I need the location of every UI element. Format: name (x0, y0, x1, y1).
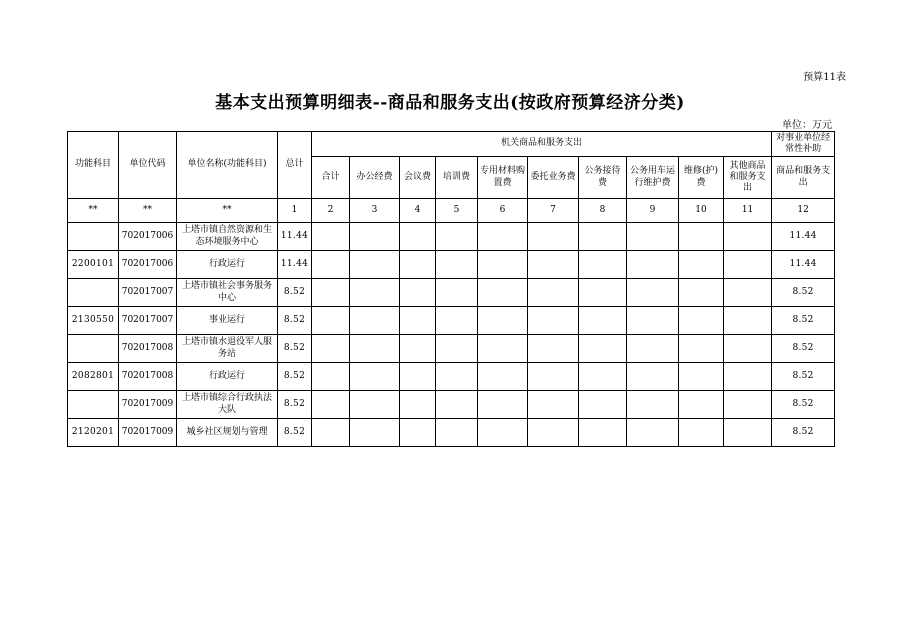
index-cell: 2 (312, 199, 350, 223)
header-org-group: 机关商品和服务支出 (312, 132, 772, 157)
empty-cell (436, 335, 478, 363)
empty-cell (400, 279, 436, 307)
table-row (68, 391, 835, 419)
unit-name-cell: 上塔市镇自然资源和生态环境服务中心 (177, 223, 278, 251)
unit-code-cell: 702017007 (119, 279, 177, 307)
header-entrusted: 委托业务费 (528, 157, 579, 199)
index-cell: 7 (528, 199, 579, 223)
empty-cell (350, 419, 400, 447)
empty-cell (312, 335, 350, 363)
index-cell: 9 (627, 199, 679, 223)
empty-cell (724, 251, 772, 279)
header-training: 培训费 (436, 157, 478, 199)
empty-cell (312, 251, 350, 279)
index-row (68, 199, 835, 223)
index-cell: ** (68, 199, 119, 223)
empty-cell (478, 307, 528, 335)
header-office: 办公经费 (350, 157, 400, 199)
table-row (68, 335, 835, 363)
empty-cell (436, 391, 478, 419)
unit-code-cell: 702017008 (119, 363, 177, 391)
total-cell: 11.44 (278, 223, 312, 251)
index-cell: 4 (400, 199, 436, 223)
header-reception: 公务接待费 (579, 157, 627, 199)
empty-cell (679, 391, 724, 419)
unit-name-cell: 上塔市镇社会事务服务中心 (177, 279, 278, 307)
index-cell: ** (177, 199, 278, 223)
func-code-cell: 2200101 (68, 251, 119, 279)
empty-cell (478, 391, 528, 419)
empty-cell (579, 419, 627, 447)
empty-cell (350, 279, 400, 307)
empty-cell (627, 419, 679, 447)
header-repair: 维修(护)费 (679, 157, 724, 199)
func-code-cell (68, 279, 119, 307)
empty-cell (478, 279, 528, 307)
empty-cell (350, 223, 400, 251)
empty-cell (350, 251, 400, 279)
unit-name-cell: 上塔市镇水退役军人服务站 (177, 335, 278, 363)
empty-cell (312, 279, 350, 307)
subsidy-cell: 8.52 (772, 307, 835, 335)
unit-code-cell: 702017006 (119, 251, 177, 279)
unit-name-cell: 行政运行 (177, 363, 278, 391)
func-code-cell: 2130550 (68, 307, 119, 335)
empty-cell (528, 279, 579, 307)
empty-cell (350, 307, 400, 335)
index-cell: 12 (772, 199, 835, 223)
form-number: 预算11表 (803, 72, 846, 83)
empty-cell (350, 335, 400, 363)
table-row (68, 307, 835, 335)
empty-cell (724, 363, 772, 391)
empty-cell (679, 279, 724, 307)
empty-cell (478, 223, 528, 251)
empty-cell (627, 251, 679, 279)
unit-code-cell: 702017009 (119, 419, 177, 447)
unit-code-cell: 702017008 (119, 335, 177, 363)
page-title: 基本支出预算明细表--商品和服务支出(按政府预算经济分类) (215, 93, 685, 113)
empty-cell (679, 335, 724, 363)
total-cell: 8.52 (278, 335, 312, 363)
empty-cell (350, 363, 400, 391)
empty-cell (436, 223, 478, 251)
table-row (68, 251, 835, 279)
unit-name-cell: 行政运行 (177, 251, 278, 279)
subsidy-cell: 11.44 (772, 223, 835, 251)
empty-cell (528, 363, 579, 391)
empty-cell (627, 391, 679, 419)
empty-cell (724, 391, 772, 419)
index-cell: 5 (436, 199, 478, 223)
header-subsidy: 商品和服务支出 (772, 157, 835, 199)
empty-cell (627, 363, 679, 391)
header-unit-name: 单位名称(功能科目) (177, 132, 278, 199)
empty-cell (400, 307, 436, 335)
header-unit-code: 单位代码 (119, 132, 177, 199)
empty-cell (679, 419, 724, 447)
empty-cell (350, 391, 400, 419)
budget-table (67, 131, 835, 447)
subsidy-cell: 8.52 (772, 279, 835, 307)
header-subtotal: 合计 (312, 157, 350, 199)
func-code-cell (68, 223, 119, 251)
empty-cell (436, 363, 478, 391)
header-total: 总计 (278, 132, 312, 199)
empty-cell (436, 251, 478, 279)
empty-cell (724, 279, 772, 307)
index-cell: 10 (679, 199, 724, 223)
empty-cell (528, 223, 579, 251)
header-materials: 专用材料购置费 (478, 157, 528, 199)
empty-cell (724, 307, 772, 335)
unit-name-cell: 城乡社区规划与管理 (177, 419, 278, 447)
empty-cell (679, 307, 724, 335)
empty-cell (478, 419, 528, 447)
empty-cell (627, 307, 679, 335)
empty-cell (579, 251, 627, 279)
total-cell: 8.52 (278, 391, 312, 419)
empty-cell (400, 419, 436, 447)
empty-cell (400, 251, 436, 279)
empty-cell (478, 251, 528, 279)
empty-cell (436, 279, 478, 307)
empty-cell (400, 223, 436, 251)
unit-code-cell: 702017009 (119, 391, 177, 419)
empty-cell (478, 335, 528, 363)
empty-cell (528, 419, 579, 447)
subsidy-cell: 8.52 (772, 391, 835, 419)
func-code-cell: 2120201 (68, 419, 119, 447)
unit-code-cell: 702017006 (119, 223, 177, 251)
unit-name-cell: 上塔市镇综合行政执法大队 (177, 391, 278, 419)
empty-cell (579, 391, 627, 419)
empty-cell (579, 335, 627, 363)
empty-cell (724, 335, 772, 363)
empty-cell (312, 307, 350, 335)
empty-cell (679, 251, 724, 279)
table-row (68, 223, 835, 251)
func-code-cell (68, 335, 119, 363)
total-cell: 8.52 (278, 363, 312, 391)
empty-cell (579, 307, 627, 335)
table-row (68, 363, 835, 391)
empty-cell (312, 419, 350, 447)
subsidy-cell: 8.52 (772, 363, 835, 391)
index-cell: 1 (278, 199, 312, 223)
header-func-code: 功能科目 (68, 132, 119, 199)
total-cell: 8.52 (278, 307, 312, 335)
empty-cell (528, 391, 579, 419)
empty-cell (312, 391, 350, 419)
unit-code-cell: 702017007 (119, 307, 177, 335)
index-cell: 6 (478, 199, 528, 223)
table-body (68, 223, 835, 447)
empty-cell (627, 335, 679, 363)
index-cell: 11 (724, 199, 772, 223)
func-code-cell: 2082801 (68, 363, 119, 391)
subsidy-cell: 8.52 (772, 419, 835, 447)
empty-cell (312, 363, 350, 391)
empty-cell (400, 391, 436, 419)
subsidy-cell: 8.52 (772, 335, 835, 363)
total-cell: 11.44 (278, 251, 312, 279)
total-cell: 8.52 (278, 419, 312, 447)
empty-cell (679, 223, 724, 251)
table-row (68, 279, 835, 307)
empty-cell (436, 419, 478, 447)
empty-cell (400, 363, 436, 391)
empty-cell (579, 223, 627, 251)
header-meeting: 会议费 (400, 157, 436, 199)
total-cell: 8.52 (278, 279, 312, 307)
table-row (68, 419, 835, 447)
empty-cell (724, 223, 772, 251)
unit-label: 单位：万元 (782, 120, 832, 131)
empty-cell (400, 335, 436, 363)
header-vehicle: 公务用车运行维护费 (627, 157, 679, 199)
empty-cell (627, 223, 679, 251)
empty-cell (436, 307, 478, 335)
subsidy-cell: 11.44 (772, 251, 835, 279)
empty-cell (528, 335, 579, 363)
header-other: 其他商品和服务支出 (724, 157, 772, 199)
empty-cell (528, 251, 579, 279)
empty-cell (679, 363, 724, 391)
empty-cell (478, 363, 528, 391)
empty-cell (579, 363, 627, 391)
empty-cell (627, 279, 679, 307)
index-cell: 3 (350, 199, 400, 223)
index-cell: 8 (579, 199, 627, 223)
header-subsidy-group: 对事业单位经常性补助 (772, 132, 835, 157)
unit-name-cell: 事业运行 (177, 307, 278, 335)
empty-cell (312, 223, 350, 251)
empty-cell (528, 307, 579, 335)
empty-cell (579, 279, 627, 307)
func-code-cell (68, 391, 119, 419)
empty-cell (724, 419, 772, 447)
index-cell: ** (119, 199, 177, 223)
